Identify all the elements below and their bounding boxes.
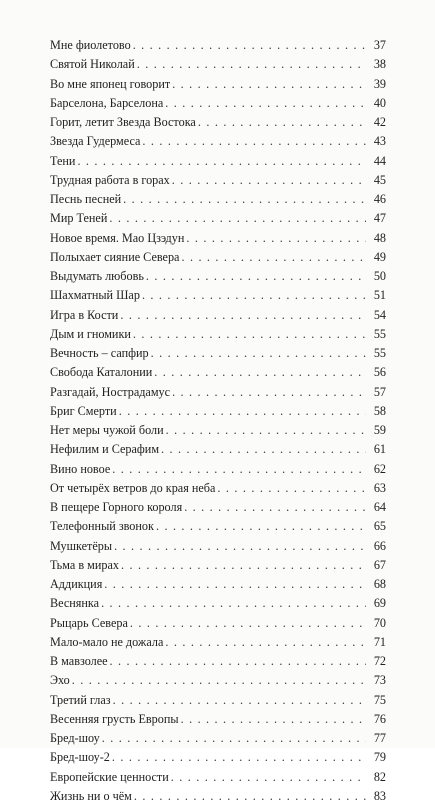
toc-entry-page-number: 43 (373, 134, 386, 149)
toc-entry-page-number: 39 (373, 76, 386, 91)
toc-entry (50, 94, 386, 113)
toc-dot-leader (131, 325, 366, 344)
toc-entry-title: Разгадай, Нострадамус (50, 384, 171, 399)
toc-entry-title: Рыцарь Севера (50, 615, 128, 630)
toc-entry-page-number: 63 (373, 480, 386, 495)
toc-entry (50, 748, 386, 767)
toc-dot-leader (144, 267, 366, 286)
toc-entry-page-number: 48 (373, 230, 386, 245)
toc-entry (50, 209, 386, 228)
toc-dot-leader (119, 556, 366, 575)
table-of-contents (50, 36, 386, 806)
toc-dot-leader (117, 402, 366, 421)
toc-dot-leader (170, 383, 366, 402)
toc-entry (50, 768, 386, 787)
toc-entry-title: Дым и гномики (50, 326, 131, 341)
toc-entry-page-number: 44 (373, 153, 386, 168)
toc-dot-leader (140, 286, 366, 305)
toc-dot-leader (170, 171, 366, 190)
toc-dot-leader (163, 633, 366, 652)
toc-entry-page-number: 54 (373, 307, 386, 322)
toc-entry-title: Бред-шоу-2 (50, 750, 110, 765)
toc-dot-leader (99, 594, 366, 613)
toc-dot-leader (179, 248, 366, 267)
toc-entry-title: Игра в Кости (50, 307, 119, 322)
toc-entry-title: В мавзолее (50, 654, 108, 668)
toc-dot-leader (184, 229, 366, 248)
toc-entry-page-number: 71 (373, 634, 386, 649)
toc-entry-page-number: 82 (373, 769, 386, 784)
toc-dot-leader (128, 614, 366, 633)
toc-entry (50, 460, 386, 479)
toc-entry (50, 363, 386, 382)
toc-dot-leader (110, 460, 366, 479)
toc-entry (50, 652, 386, 671)
toc-entry (50, 556, 386, 575)
toc-entry-title: Тьма в мирах (50, 557, 119, 572)
toc-entry (50, 517, 386, 536)
toc-dot-leader (170, 75, 366, 94)
toc-entry-title: Во мне японец говорит (50, 76, 171, 91)
toc-entry (50, 498, 386, 517)
toc-entry (50, 306, 386, 325)
toc-entry-title: Святой Николай (50, 57, 135, 72)
toc-dot-leader (121, 190, 366, 209)
toc-entry (50, 248, 386, 267)
toc-entry (50, 171, 386, 190)
toc-entry-page-number: 40 (373, 95, 386, 110)
toc-entry-title: Телефонный звонок (50, 519, 154, 534)
toc-entry (50, 614, 386, 633)
toc-entry-page-number: 73 (373, 673, 386, 688)
toc-entry-page-number: 72 (373, 654, 386, 668)
toc-entry-page-number: 46 (373, 192, 386, 206)
toc-entry-title: Бриг Смерти (50, 403, 117, 418)
toc-entry-page-number: 83 (373, 788, 386, 803)
toc-dot-leader (108, 652, 366, 671)
toc-entry-title: Европейские ценности (50, 769, 169, 784)
toc-entry-page-number: 70 (373, 615, 386, 630)
toc-entry-title: Полыхает сияние Севера (50, 249, 180, 264)
toc-entry-title: Горит, летит Звезда Востока (50, 115, 196, 129)
toc-entry-title: Тени (50, 153, 76, 168)
toc-entry (50, 55, 386, 74)
toc-dot-leader (112, 537, 366, 556)
toc-entry-title: Мушкетёры (50, 538, 113, 553)
toc-entry-title: Весенняя грусть Европы (50, 711, 179, 726)
toc-entry-title: Веснянка (50, 596, 100, 611)
toc-entry-title: Аддикция (50, 577, 103, 591)
toc-entry (50, 325, 386, 344)
toc-entry-page-number: 62 (373, 461, 386, 476)
toc-entry-title: Шахматный Шар (50, 288, 140, 303)
toc-dot-leader (154, 517, 366, 536)
toc-entry-page-number: 66 (373, 538, 386, 553)
toc-entry-title: Свобода Каталонии (50, 365, 153, 380)
toc-dot-leader (110, 748, 366, 767)
toc-entry-title: Мне фиолетово (50, 38, 131, 52)
toc-entry-page-number: 42 (373, 115, 386, 129)
toc-dot-leader (140, 132, 366, 151)
toc-entry-page-number: 76 (373, 711, 386, 726)
toc-entry (50, 75, 386, 94)
toc-entry-page-number: 55 (373, 346, 386, 360)
toc-entry-title: Барселона, Барселона (50, 95, 164, 110)
toc-entry (50, 190, 386, 209)
toc-entry-page-number: 69 (373, 596, 386, 611)
toc-dot-leader (215, 479, 366, 498)
toc-entry-title: Вечность – сапфир (50, 346, 149, 360)
toc-entry-page-number: 51 (373, 288, 386, 303)
toc-entry (50, 594, 386, 613)
toc-entry-title: Новое время. Мао Цзэдун (50, 230, 185, 245)
toc-entry-page-number: 57 (373, 384, 386, 399)
toc-entry (50, 671, 386, 690)
toc-entry-page-number: 37 (373, 38, 386, 52)
toc-entry (50, 710, 386, 729)
toc-dot-leader (131, 36, 366, 55)
toc-entry-title: Мало-мало не дожала (50, 634, 164, 649)
toc-entry-title: Нефилим и Серафим (50, 442, 160, 457)
toc-entry (50, 440, 386, 459)
toc-entry (50, 633, 386, 652)
toc-entry (50, 729, 386, 748)
toc-dot-leader (100, 729, 366, 748)
toc-entry (50, 36, 386, 55)
toc-entry (50, 113, 386, 132)
toc-entry-page-number: 68 (373, 577, 386, 591)
toc-entry-page-number: 56 (373, 365, 386, 380)
toc-entry-title: Выдумать любовь (50, 269, 144, 283)
toc-entry-page-number: 38 (373, 57, 386, 72)
toc-entry (50, 479, 386, 498)
toc-entry (50, 229, 386, 248)
toc-dot-leader (182, 498, 366, 517)
toc-dot-leader (75, 152, 366, 171)
toc-entry (50, 267, 386, 286)
toc-dot-leader (132, 787, 366, 806)
toc-dot-leader (149, 344, 366, 363)
toc-entry (50, 421, 386, 440)
toc-dot-leader (118, 306, 366, 325)
toc-entry-title: Мир Теней (50, 211, 108, 226)
toc-dot-leader (135, 55, 366, 74)
toc-entry-page-number: 49 (373, 249, 386, 264)
toc-entry-title: Трудная работа в горах (50, 172, 170, 187)
toc-entry-page-number: 50 (373, 269, 386, 283)
toc-entry-page-number: 64 (373, 500, 386, 514)
toc-entry-title: Бред-шоу (50, 731, 100, 745)
toc-dot-leader (196, 113, 366, 132)
toc-entry (50, 537, 386, 556)
toc-entry-title: Третий глаз (50, 692, 111, 707)
toc-dot-leader (169, 768, 366, 787)
toc-dot-leader (163, 94, 366, 113)
toc-dot-leader (102, 575, 366, 594)
toc-entry-title: Эхо (50, 673, 70, 688)
toc-entry-page-number: 79 (373, 750, 386, 765)
toc-dot-leader (179, 710, 366, 729)
toc-entry (50, 575, 386, 594)
toc-entry-title: Нет меры чужой боли (50, 423, 164, 437)
toc-entry-title: Звезда Гудермеса (50, 134, 141, 149)
toc-entry-page-number: 67 (373, 557, 386, 572)
toc-entry-title: От четырёх ветров до края неба (50, 480, 216, 495)
toc-dot-leader (152, 363, 366, 382)
toc-dot-leader (70, 671, 366, 690)
toc-entry-page-number: 58 (373, 403, 386, 418)
toc-entry (50, 787, 386, 806)
toc-entry-title: В пещере Горного короля (50, 500, 183, 514)
toc-entry-title: Жизнь ни о чём (50, 788, 132, 803)
toc-entry (50, 344, 386, 363)
toc-entry-title: Песнь песней (50, 192, 122, 206)
toc-entry-page-number: 77 (373, 731, 386, 745)
toc-entry-page-number: 65 (373, 519, 386, 534)
toc-dot-leader (111, 691, 366, 710)
toc-entry (50, 383, 386, 402)
toc-entry (50, 402, 386, 421)
toc-entry (50, 132, 386, 151)
toc-entry-page-number: 59 (373, 423, 386, 437)
toc-dot-leader (107, 209, 366, 228)
toc-entry-page-number: 45 (373, 172, 386, 187)
toc-dot-leader (159, 440, 366, 459)
toc-entry-title: Вино новое (50, 461, 111, 476)
toc-dot-leader (164, 421, 366, 440)
toc-entry (50, 152, 386, 171)
toc-entry-page-number: 47 (373, 211, 386, 226)
toc-entry-page-number: 55 (373, 326, 386, 341)
toc-entry-page-number: 75 (373, 692, 386, 707)
toc-entry-page-number: 61 (373, 442, 386, 457)
toc-entry (50, 286, 386, 305)
toc-entry (50, 691, 386, 710)
